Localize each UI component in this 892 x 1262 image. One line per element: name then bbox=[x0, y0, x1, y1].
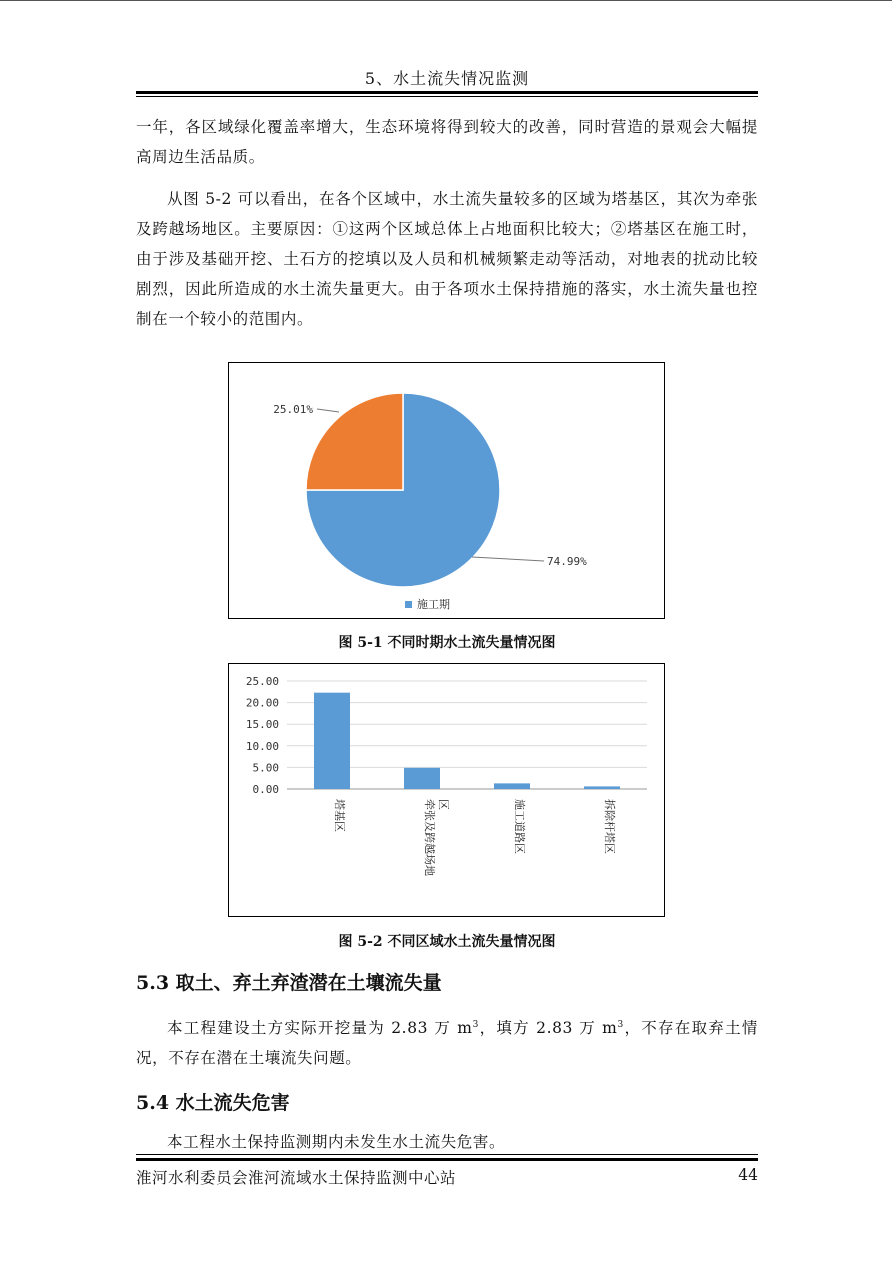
superscript: 3 bbox=[472, 1020, 479, 1030]
section-5-3-paragraph bbox=[136, 1010, 758, 1073]
bar-2 bbox=[404, 768, 440, 789]
y-tick-label: 15.00 bbox=[245, 718, 279, 732]
bar-chart-svg bbox=[229, 664, 664, 916]
section-5-4-heading: 5.4 水土流失危害 bbox=[136, 1092, 290, 1114]
text-fragment: ，填方 2.83 万 m bbox=[478, 1019, 618, 1038]
x-category-label: 拆除杆塔区 bbox=[603, 799, 616, 854]
figure-5-1-caption: 图 5-1 不同时期水土流失量情况图 bbox=[338, 635, 556, 651]
text-fragment: 本工程建设土方实际开挖量为 2.83 万 m bbox=[167, 1019, 473, 1038]
pie-chart-svg bbox=[229, 363, 664, 618]
pie-leader-line-small bbox=[317, 409, 339, 412]
footer-organization: 淮河水利委员会淮河流域水土保持监测中心站 bbox=[136, 1169, 457, 1187]
superscript: 3 bbox=[617, 1020, 624, 1030]
x-category-label: 施工道路区 bbox=[513, 799, 526, 854]
pie-leader-line-large bbox=[472, 557, 544, 561]
legend-swatch bbox=[405, 601, 412, 608]
y-tick-label: 20.00 bbox=[245, 696, 279, 710]
figure-5-2-bar-chart bbox=[228, 663, 665, 917]
section-5-4-paragraph: 本工程水土保持监测期内未发生水土流失危害。 bbox=[167, 1133, 506, 1151]
y-tick-label: 0.00 bbox=[252, 783, 279, 796]
pie-slice-small bbox=[306, 393, 403, 490]
page-number: 44 bbox=[738, 1166, 758, 1184]
header-rule-thin bbox=[136, 96, 758, 97]
legend-label: 施工期 bbox=[417, 598, 450, 611]
footer-rule-thin bbox=[136, 1154, 758, 1155]
paragraph-1: 一年，各区域绿化覆盖率增大，生态环境将得到较大的改善，同时营造的景观会大幅提高周边生活品质。 bbox=[136, 118, 758, 166]
y-tick-label: 5.00 bbox=[252, 761, 279, 775]
bar-4 bbox=[584, 786, 620, 789]
bar-3 bbox=[494, 783, 530, 789]
section-5-3-heading: 5.3 取土、弃土弃渣潜在土壤流失量 bbox=[136, 972, 442, 994]
text-fragment: ，不存在取弃土情况，不存在潜在土壤流失问题。 bbox=[136, 1019, 758, 1068]
figure-5-1-pie-chart bbox=[228, 362, 665, 619]
pie-label-small: 25.01% bbox=[273, 403, 313, 416]
paragraph-2: 从图 5-2 可以看出，在各个区域中，水土流失量较多的区域为塔基区，其次为牵张及跨越场地区。主要原因：①这两个区域总体上占地面积比较大；②塔基区在施工时，由于涉及基础开挖、土石方的挖填以及人员和机械频繁走动等活动，对地表的扰动比较剧烈，因此所造成的水土流失量更大。由于各项水土保持措施的落实，水土流失量也控制在一个较小的范围内。 bbox=[136, 190, 758, 328]
figure-5-2-caption: 图 5-2 不同区域水土流失量情况图 bbox=[338, 934, 556, 950]
y-tick-label: 25.00 bbox=[245, 675, 279, 688]
header-rule bbox=[136, 91, 758, 94]
x-category-label: 牵张及跨越场地区 bbox=[423, 799, 450, 876]
page-top-border bbox=[0, 0, 892, 1]
bar-1 bbox=[314, 693, 350, 789]
x-category-label: 塔基区 bbox=[333, 799, 346, 832]
running-header-title: 5、水土流失情况监测 bbox=[364, 69, 530, 88]
y-tick-label: 10.00 bbox=[245, 739, 279, 753]
pie-label-large: 74.99% bbox=[547, 555, 587, 568]
footer-rule bbox=[136, 1158, 758, 1161]
